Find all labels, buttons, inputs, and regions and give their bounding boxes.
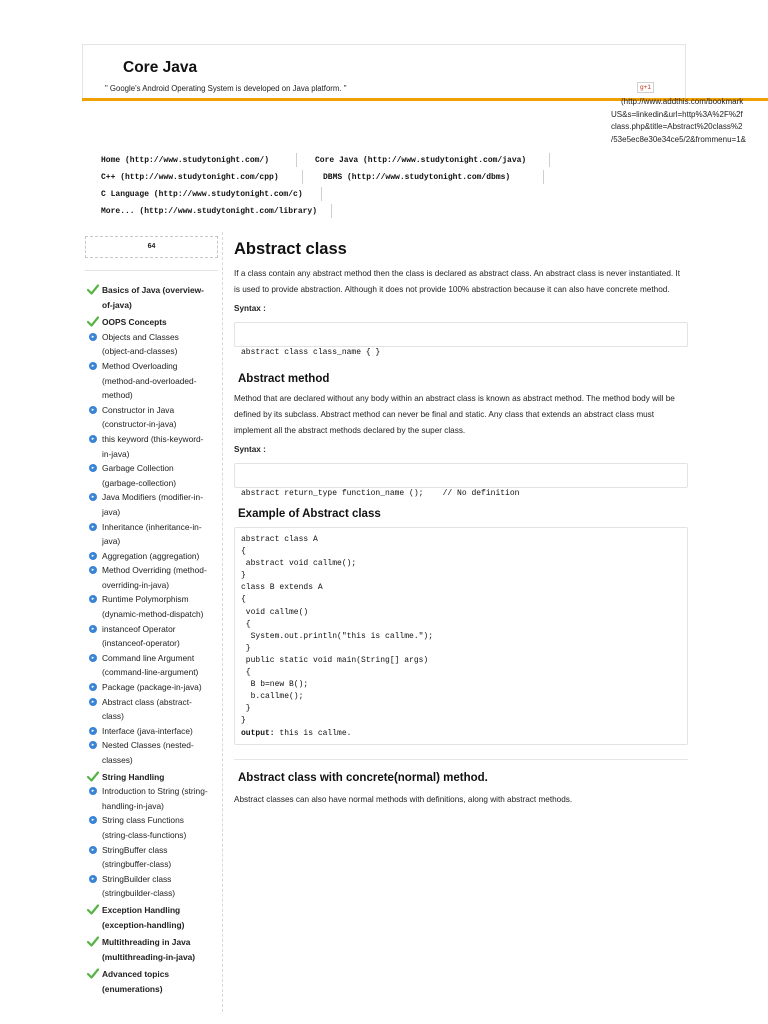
sidebar-item-text: overriding-in-java) xyxy=(102,579,170,590)
google-plus-button[interactable]: g+1 xyxy=(637,82,654,93)
sidebar-link[interactable] xyxy=(87,622,221,651)
sidebar-link[interactable] xyxy=(87,403,221,432)
addthis-line: class.php&title=Abstract%20class%2 xyxy=(611,122,743,131)
sidebar-item-text: (object-and-classes) xyxy=(102,346,178,357)
sidebar-link[interactable] xyxy=(87,738,221,767)
addthis-line: /53e5ec8e30e34ce5/2&frommenu=1& xyxy=(611,134,746,144)
sidebar-item-text: Interface (java-interface) xyxy=(102,725,193,736)
code-line: } xyxy=(241,716,246,726)
arrow-bullet-icon: ▸ xyxy=(89,435,97,443)
arrow-bullet-icon: ▸ xyxy=(89,698,97,706)
nav-separator xyxy=(331,204,332,218)
example-heading: Example of Abstract class xyxy=(238,508,381,520)
arrow-bullet-icon: ▸ xyxy=(89,595,97,603)
output-label: output: xyxy=(241,728,275,738)
concrete-method-paragraph: Abstract classes can also have normal methods with definitions, along with abstract methods. xyxy=(234,795,573,804)
code-line: { xyxy=(241,668,251,678)
arrow-bullet-icon: ▸ xyxy=(89,493,97,501)
main-content xyxy=(234,240,688,808)
sidebar-item-text: in-java) xyxy=(102,448,130,459)
nav-c-language-link[interactable]: C Language (http://www.studytonight.com/c) xyxy=(101,190,303,199)
sidebar-link[interactable] xyxy=(87,813,221,842)
nav-cpp-link[interactable]: C++ (http://www.studytonight.com/cpp) xyxy=(101,173,279,182)
sidebar-item-text: (enumerations) xyxy=(102,983,163,994)
sidebar-link[interactable] xyxy=(87,784,221,813)
sidebar-item-text: this keyword (this-keyword- xyxy=(102,433,204,444)
checkmark-icon xyxy=(87,284,99,295)
arrow-bullet-icon: ▸ xyxy=(89,683,97,691)
sidebar-section[interactable] xyxy=(87,770,221,785)
share-counter: 64 xyxy=(85,236,218,258)
nav-separator xyxy=(543,170,544,184)
code-line: abstract class A xyxy=(241,535,318,544)
code-line: System.out.println("this is callme."); xyxy=(241,631,434,641)
arrow-bullet-icon: ▸ xyxy=(89,654,97,662)
sidebar-item-text: classes) xyxy=(102,755,133,765)
sidebar-item-text: Introduction to String (string- xyxy=(102,786,208,797)
syntax-code-box xyxy=(234,463,688,498)
sidebar-item-text: (command-line-argument) xyxy=(102,667,199,678)
sidebar-link[interactable] xyxy=(87,520,221,549)
sidebar-item-text: (stringbuilder-class) xyxy=(102,888,176,899)
sidebar-link[interactable] xyxy=(87,843,221,872)
code-line: b.callme(); xyxy=(241,692,304,702)
sidebar-item-text: instanceof Operator xyxy=(102,623,176,634)
sidebar-item-text: Advanced topics xyxy=(102,969,170,980)
code-line: } xyxy=(241,571,246,581)
sidebar-link[interactable] xyxy=(87,549,221,564)
nav-separator xyxy=(549,153,550,167)
arrow-bullet-icon: ▸ xyxy=(89,875,97,883)
sidebar-item-text: Basics of Java (overview- xyxy=(102,285,204,295)
sidebar-link[interactable] xyxy=(87,461,221,490)
nav-separator xyxy=(296,153,297,167)
nav-home-link[interactable]: Home (http://www.studytonight.com/) xyxy=(101,156,270,165)
sidebar-link[interactable] xyxy=(87,490,221,519)
arrow-bullet-icon: ▸ xyxy=(89,625,97,633)
page-title: Abstract class xyxy=(234,240,347,258)
arrow-bullet-icon: ▸ xyxy=(89,566,97,574)
checkmark-icon xyxy=(87,968,99,979)
sidebar-item-text: Method Overriding (method- xyxy=(102,565,207,576)
sidebar-item-text: Java Modifiers (modifier-in- xyxy=(102,492,203,503)
code-output-line xyxy=(241,728,681,740)
syntax-label: Syntax : xyxy=(234,304,266,313)
intro-paragraph: If a class contain any abstract method then the class is declared as abstract class. An abstract class is never instantiated. It is used to provide abstraction. Although it does not provide 100% abstraction because it can also have concrete method. xyxy=(234,269,680,294)
sidebar-section[interactable] xyxy=(87,315,221,330)
sidebar-item-text: (constructor-in-java) xyxy=(102,419,177,430)
sidebar-item-text: String Handling xyxy=(102,771,165,782)
sidebar-item-text: Garbage Collection xyxy=(102,463,174,474)
code-line: { xyxy=(241,619,251,629)
sidebar-link[interactable] xyxy=(87,695,221,724)
sidebar-item-text: (instanceof-operator) xyxy=(102,638,180,649)
sidebar-link[interactable] xyxy=(87,872,221,901)
sidebar-section[interactable] xyxy=(87,967,221,996)
sidebar-item-text: (multithreading-in-java) xyxy=(102,951,196,962)
abstract-method-paragraph: Method that are declared without any body within an abstract class is known as abstract method. The method body will be defined by its subclass. Abstract method can never be final and static. Any class that extends an abstract class must implement all the abstract methods declared by the super class. xyxy=(234,394,675,435)
sidebar-link[interactable] xyxy=(87,680,221,695)
addthis-line: (http://www.addthis.com/bookmark xyxy=(621,97,744,106)
sidebar-item-text: Multithreading in Java xyxy=(102,937,191,948)
sidebar-item-text: Nested Classes (nested- xyxy=(102,740,194,751)
example-code-box xyxy=(234,527,688,745)
sidebar-item-text: Command line Argument xyxy=(102,652,195,663)
sidebar-item-text: class) xyxy=(102,711,124,722)
sidebar-item-text: (dynamic-method-dispatch) xyxy=(102,609,204,620)
section-divider xyxy=(234,759,688,760)
sidebar-item-text: (stringbuffer-class) xyxy=(102,859,172,870)
arrow-bullet-icon: ▸ xyxy=(89,787,97,795)
code-line: } xyxy=(241,643,251,653)
code-line: class B extends A xyxy=(241,583,323,593)
arrow-bullet-icon: ▸ xyxy=(89,741,97,749)
code-line: abstract void callme(); xyxy=(241,559,357,569)
nav-separator xyxy=(321,187,322,201)
sidebar-item-text: handling-in-java) xyxy=(102,800,164,811)
code-line: { xyxy=(241,547,246,557)
sidebar-item-text: OOPS Concepts xyxy=(102,317,167,328)
sidebar-item-text: Exception Handling xyxy=(102,904,181,915)
sidebar-link[interactable] xyxy=(87,563,221,592)
sidebar-item-text: StringBuffer class xyxy=(102,844,168,855)
code-line: abstract return_type function_name (); // No definition xyxy=(241,489,520,498)
arrow-bullet-icon: ▸ xyxy=(89,816,97,824)
code-line: void callme() xyxy=(241,607,309,617)
arrow-bullet-icon: ▸ xyxy=(89,846,97,854)
nav-core-java-link[interactable]: Core Java (http://www.studytonight.com/java) xyxy=(315,156,527,165)
sidebar-item-text: of-java) xyxy=(102,299,132,310)
arrow-bullet-icon: ▸ xyxy=(89,406,97,414)
sidebar-item-text: java) xyxy=(102,536,121,547)
sidebar-item-text: String class Functions xyxy=(102,815,184,826)
code-line: B b=new B(); xyxy=(241,680,309,690)
sidebar-divider xyxy=(85,270,218,271)
syntax-code-box xyxy=(234,322,688,357)
code-line: } xyxy=(241,704,251,714)
code-line: abstract class class_name { } xyxy=(241,348,381,357)
sidebar-link[interactable] xyxy=(87,651,221,680)
code-line: { xyxy=(241,595,246,605)
sidebar-section[interactable] xyxy=(87,283,221,312)
nav-separator xyxy=(302,170,303,184)
sidebar-item-text: Objects and Classes xyxy=(102,331,179,342)
arrow-bullet-icon: ▸ xyxy=(89,523,97,531)
sidebar-item-text: java) xyxy=(102,506,121,517)
sidebar-item-text: Abstract class (abstract- xyxy=(102,696,192,707)
checkmark-icon xyxy=(87,771,99,782)
sidebar-item-text: (string-class-functions) xyxy=(102,829,187,840)
abstract-method-heading: Abstract method xyxy=(238,373,330,385)
code-line: public static void main(String[] args) xyxy=(241,655,429,665)
column-divider xyxy=(222,232,223,1012)
checkmark-icon xyxy=(87,936,99,947)
arrow-bullet-icon: ▸ xyxy=(89,552,97,560)
sidebar-item-text: method) xyxy=(102,390,133,401)
sidebar-item-text: Constructor in Java xyxy=(102,404,175,415)
checkmark-icon xyxy=(87,904,99,915)
sidebar-section[interactable] xyxy=(87,935,221,964)
sidebar-item-text: (garbage-collection) xyxy=(102,477,177,488)
sidebar-item-text: StringBuilder class xyxy=(102,873,172,884)
sidebar-item-text: (exception-handling) xyxy=(102,919,185,930)
syntax-label: Syntax : xyxy=(234,445,266,454)
sidebar-item-text: Package (package-in-java) xyxy=(102,682,202,693)
sidebar-item-text: Inheritance (inheritance-in- xyxy=(102,521,202,532)
output-value: this is callme. xyxy=(274,728,352,738)
arrow-bullet-icon: ▸ xyxy=(89,362,97,370)
concrete-method-heading: Abstract class with concrete(normal) method. xyxy=(238,772,488,784)
sidebar-item-text: (method-and-overloaded- xyxy=(102,375,197,386)
site-title[interactable]: Core Java xyxy=(123,59,198,76)
sidebar-item-text: Runtime Polymorphism xyxy=(102,594,189,605)
nav-dbms-link[interactable]: DBMS (http://www.studytonight.com/dbms) xyxy=(323,173,511,182)
sidebar-section[interactable] xyxy=(87,903,221,932)
arrow-bullet-icon: ▸ xyxy=(89,727,97,735)
nav-more-link[interactable]: More... (http://www.studytonight.com/library) xyxy=(101,207,318,216)
arrow-bullet-icon: ▸ xyxy=(89,464,97,472)
sidebar-link[interactable] xyxy=(87,330,221,359)
sidebar-item-text: Method Overloading xyxy=(102,360,178,371)
sidebar-item-text: Aggregation (aggregation) xyxy=(102,550,200,561)
sidebar-link[interactable] xyxy=(87,432,221,461)
arrow-bullet-icon: ▸ xyxy=(89,333,97,341)
sidebar-link[interactable] xyxy=(87,592,221,621)
sidebar-menu xyxy=(87,283,221,997)
addthis-line: US&s=linkedin&url=http%3A%2F%2f xyxy=(611,109,743,119)
sidebar-link[interactable] xyxy=(87,724,221,739)
addthis-share-link[interactable] xyxy=(611,96,768,146)
sidebar-link[interactable] xyxy=(87,359,221,403)
site-tagline: " Google's Android Operating System is developed on Java platform. " xyxy=(105,84,347,93)
checkmark-icon xyxy=(87,316,99,327)
